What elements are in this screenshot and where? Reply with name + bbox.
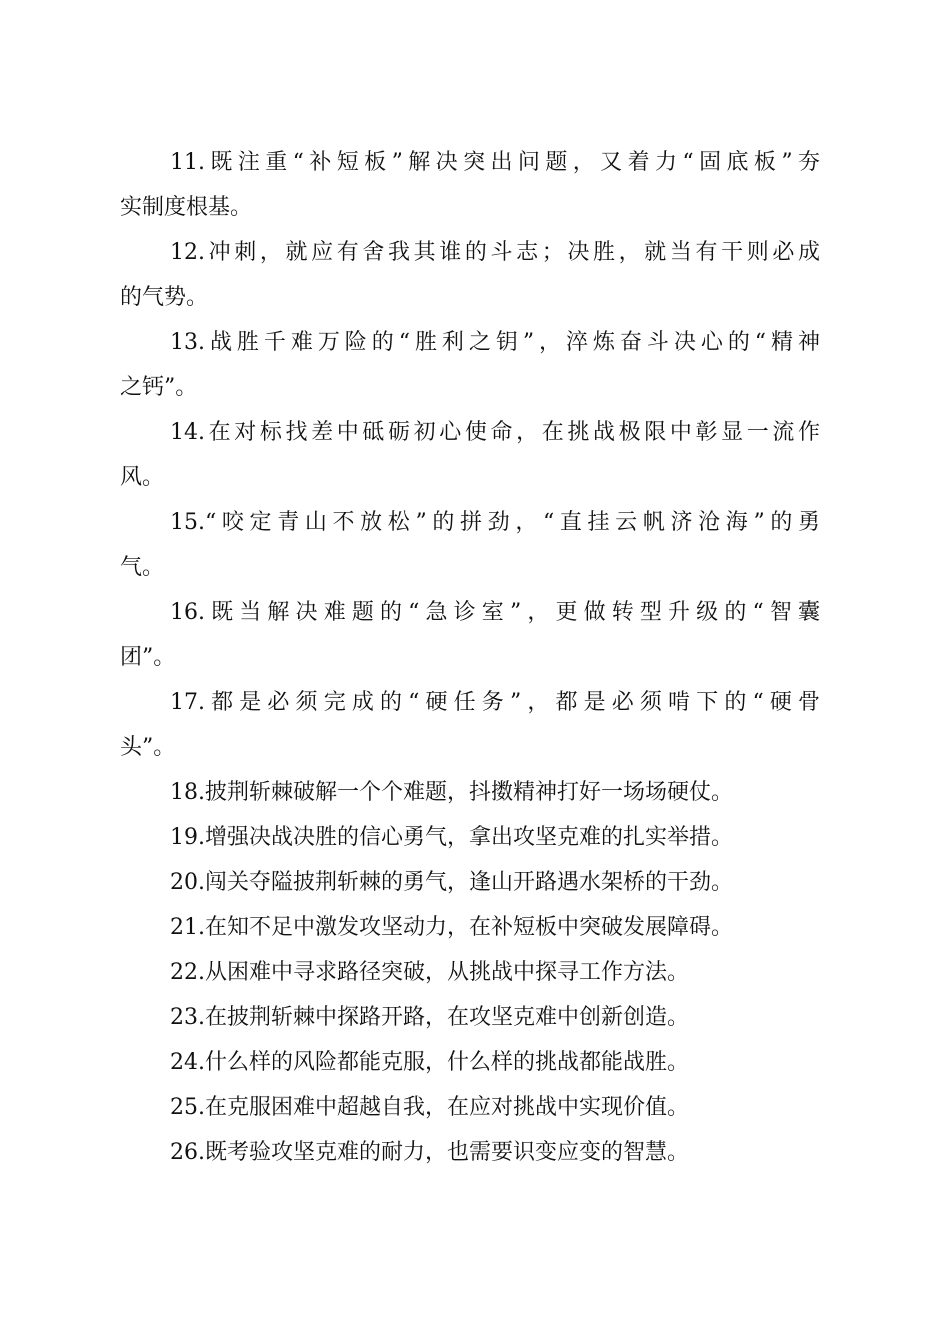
list-item [120, 1085, 820, 1130]
list-item-line-continuation: 风。 [120, 465, 165, 490]
list-item [120, 905, 820, 950]
list-item-line-first: 25.在克服困难中超越自我，在应对挑战中实现价值。 [170, 1095, 689, 1120]
list-item [120, 500, 820, 590]
list-item [120, 140, 820, 230]
list-item-line-first: 14.在对标找差中砥砺初心使命，在挑战极限中彰显一流作 [170, 420, 820, 445]
list-item [120, 815, 820, 860]
list-item-line-first: 22.从困难中寻求路径突破，从挑战中探寻工作方法。 [170, 960, 689, 985]
list-item [120, 590, 820, 680]
document-body [120, 140, 820, 1175]
list-item-line-continuation: 的气势。 [120, 285, 209, 310]
list-item-line-first: 18.披荆斩棘破解一个个难题，抖擞精神打好一场场硬仗。 [170, 780, 733, 805]
list-item-line-first: 16.既当解决难题的“急诊室”，更做转型升级的“智囊 [170, 600, 820, 625]
list-item-line-continuation: 头”。 [120, 735, 176, 760]
list-item-line-first: 21.在知不足中激发攻坚动力，在补短板中突破发展障碍。 [170, 915, 733, 940]
list-item [120, 680, 820, 770]
list-item-line-continuation: 气。 [120, 555, 165, 580]
list-item-line-continuation: 团”。 [120, 645, 176, 670]
list-item-line-first: 19.增强决战决胜的信心勇气，拿出攻坚克难的扎实举措。 [170, 825, 733, 850]
list-item [120, 860, 820, 905]
list-item-line-first: 11.既注重“补短板”解决突出问题，又着力“固底板”夯 [170, 150, 820, 175]
list-item-line-first: 23.在披荆斩棘中探路开路，在攻坚克难中创新创造。 [170, 1005, 689, 1030]
list-item-line-first: 12.冲刺，就应有舍我其谁的斗志；决胜，就当有干则必成 [170, 240, 820, 265]
list-item-line-continuation: 之钙”。 [120, 375, 198, 400]
list-item-line-first: 20.闯关夺隘披荆斩棘的勇气，逢山开路遇水架桥的干劲。 [170, 870, 733, 895]
list-item-line-first: 17.都是必须完成的“硬任务”，都是必须啃下的“硬骨 [170, 690, 820, 715]
list-item-line-first: 13.战胜千难万险的“胜利之钥”，淬炼奋斗决心的“精神 [170, 330, 820, 355]
list-item-line-first: 24.什么样的风险都能克服，什么样的挑战都能战胜。 [170, 1050, 689, 1075]
list-item [120, 1130, 820, 1175]
list-item [120, 230, 820, 320]
list-item-line-continuation: 实制度根基。 [120, 195, 253, 220]
list-item [120, 995, 820, 1040]
list-item [120, 770, 820, 815]
list-item [120, 1040, 820, 1085]
list-item [120, 410, 820, 500]
list-item [120, 320, 820, 410]
list-item-line-first: 15.“咬定青山不放松”的拼劲，“直挂云帆济沧海”的勇 [170, 510, 820, 535]
list-item [120, 950, 820, 995]
list-item-line-first: 26.既考验攻坚克难的耐力，也需要识变应变的智慧。 [170, 1140, 689, 1165]
